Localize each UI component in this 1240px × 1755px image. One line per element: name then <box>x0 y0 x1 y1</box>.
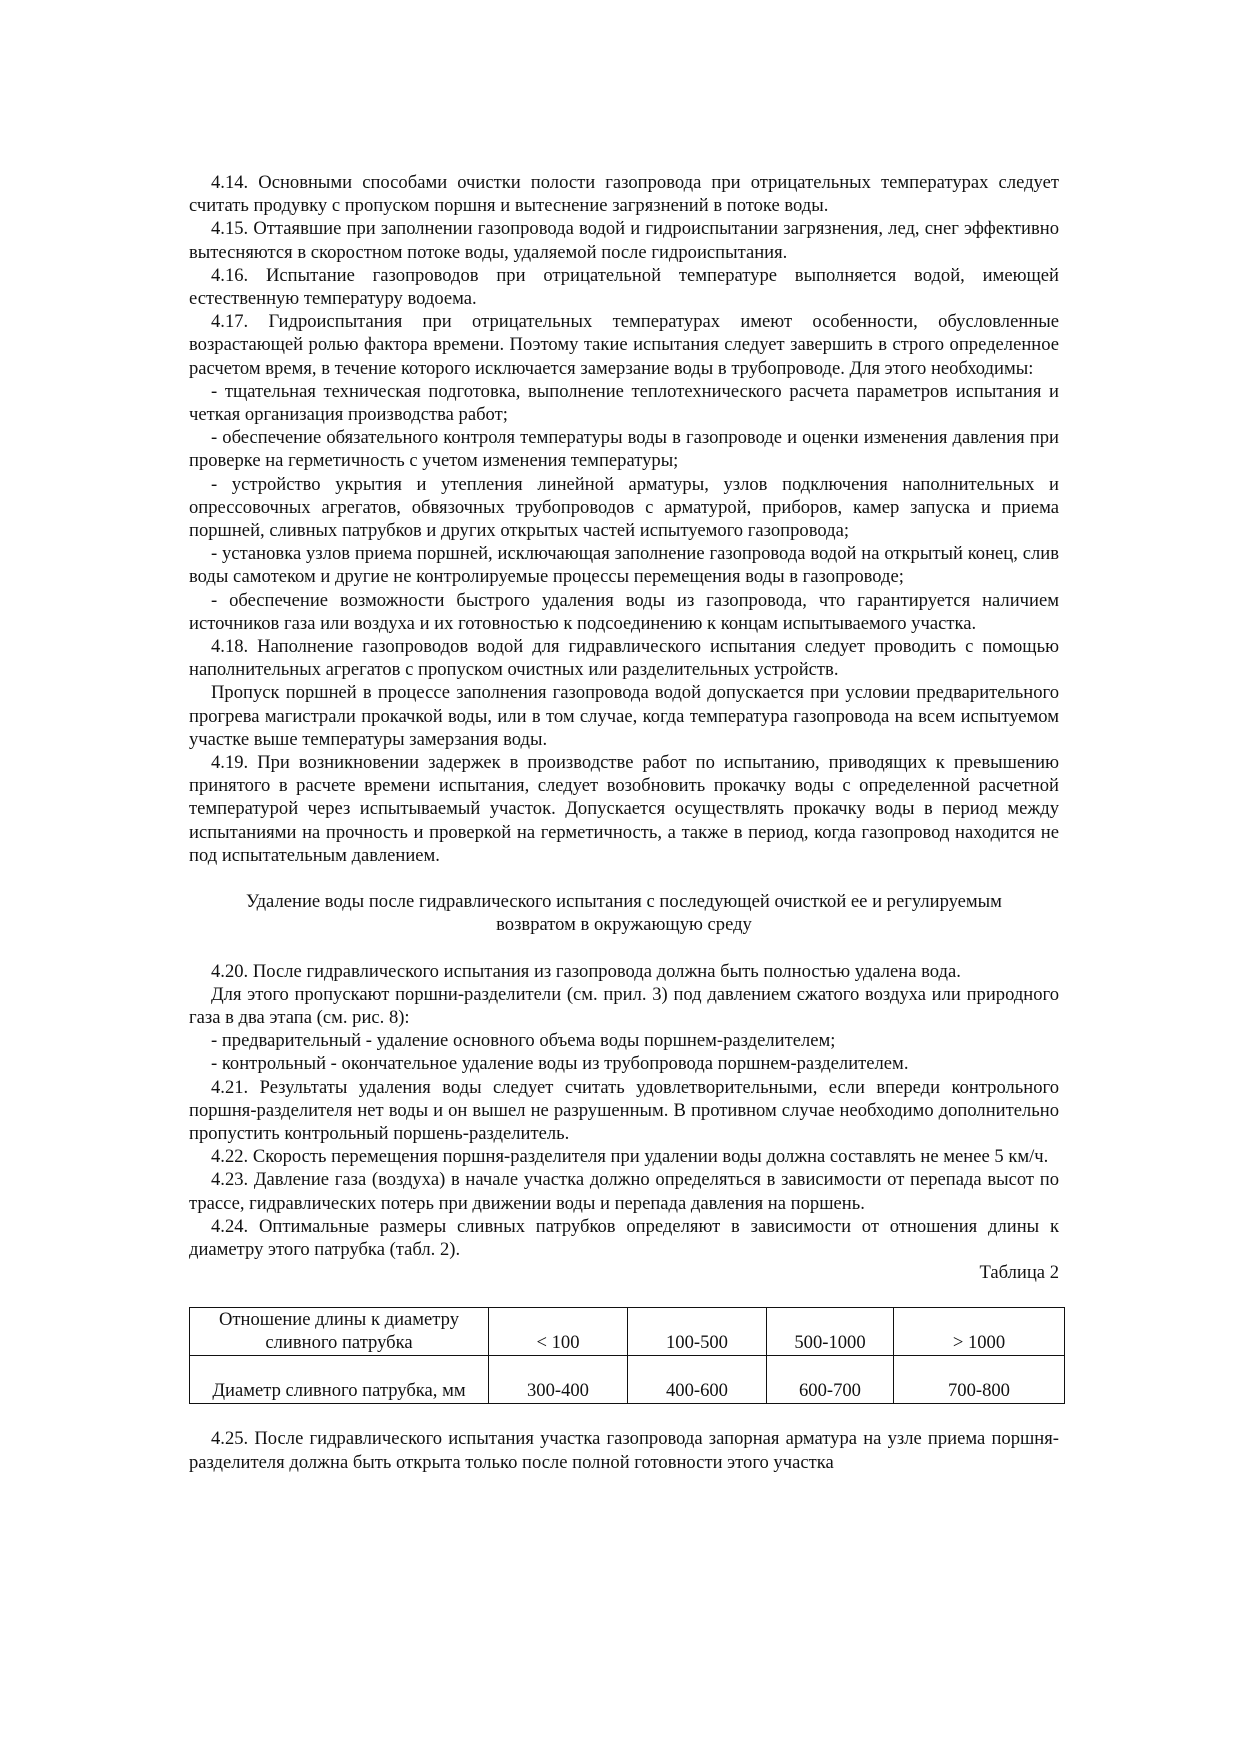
data-table <box>189 1307 1065 1404</box>
list-item: - предварительный - удаление основного объема воды поршнем-разделителем; <box>211 1030 836 1052</box>
paragraph: 4.14. Основными способами очистки полости газопровода при отрицательных температурах следует считать продувку с пропуском поршня и вытеснение загрязнений в потоке воды. <box>189 172 1059 217</box>
paragraph: 4.17. Гидроиспытания при отрицательных температурах имеют особенности, обусловленные возрастающей ролью фактора времени. Поэтому такие испытания следует завершить в строго определенное расчетом время, в течение которого исключается замерзание воды в трубопроводе. Для этого необходимы: <box>189 311 1059 379</box>
paragraph: Пропуск поршней в процессе заполнения газопровода водой допускается при условии предварительного прогрева магистрали прокачкой воды, или в том случае, когда температура газопровода на всем испытуемом участке выше температуры замерзания воды. <box>189 682 1059 750</box>
list-item: - обеспечение обязательного контроля температуры воды в газопроводе и оценки изменения давления при проверке на герметичность с учетом изменения температуры; <box>189 427 1059 472</box>
paragraph: 4.25. После гидравлического испытания участка газопровода запорная арматура на узле приема поршня-разделителя должна быть открыта только после полной готовности этого участка <box>189 1428 1059 1473</box>
table-cell: 600-700 <box>767 1356 894 1404</box>
table-cell: Отношение длины к диаметру сливного патрубка <box>190 1308 489 1356</box>
table-cell: Диаметр сливного патрубка, мм <box>190 1356 489 1404</box>
table-cell: 500-1000 <box>767 1308 894 1356</box>
table-cell: 100-500 <box>628 1308 767 1356</box>
table-row <box>190 1356 1065 1404</box>
list-item: - контрольный - окончательное удаление воды из трубопровода поршнем-разделителем. <box>211 1053 909 1075</box>
paragraph: 4.19. При возникновении задержек в производстве работ по испытанию, приводящих к превышению принятого в расчете времени испытания, следует возобновить прокачку воды с определенной расчетной температурой через испытываемый участок. Допускается осуществлять прокачку воды в период между испытаниями на прочность и проверкой на герметичность, а также в период, когда газопровод находится не под испытательным давлением. <box>189 752 1059 866</box>
section-heading: Удаление воды после гидравлического испытания с последующей очисткой ее и регулируемым возвратом в окружающую среду <box>246 891 1002 936</box>
table-cell: < 100 <box>489 1308 628 1356</box>
paragraph: Для этого пропускают поршни-разделители (см. прил. 3) под давлением сжатого воздуха или природного газа в два этапа (см. рис. 8): <box>189 983 1059 1028</box>
paragraph: 4.21. Результаты удаления воды следует считать удовлетворительными, если впереди контрольного поршня-разделителя нет воды и он вышел не разрушенным. В противном случае необходимо дополнительно пропустить контрольный поршень-разделитель. <box>189 1076 1059 1144</box>
document-page <box>189 171 1059 1474</box>
paragraph: 4.20. После гидравлического испытания из газопровода должна быть полностью удалена вода. <box>211 960 961 982</box>
list-item: - установка узлов приема поршней, исключающая заполнение газопровода водой на открытый конец, слив воды самотеком и другие не контролируемые процессы перемещения воды в газопроводе; <box>189 543 1059 588</box>
paragraph: 4.24. Оптимальные размеры сливных патрубков определяют в зависимости от отношения длины к диаметру этого патрубка (табл. 2). <box>189 1215 1059 1260</box>
paragraph: 4.16. Испытание газопроводов при отрицательной температуре выполняется водой, имеющей естественную температуру водоема. <box>189 264 1059 310</box>
list-item: - тщательная техническая подготовка, выполнение теплотехнического расчета параметров испытания и четкая организация производства работ; <box>189 380 1059 426</box>
table-row <box>190 1308 1065 1356</box>
paragraph: 4.22. Скорость перемещения поршня-разделителя при удалении воды должна составлять не менее 5 км/ч. <box>211 1146 1049 1168</box>
paragraph: 4.18. Наполнение газопроводов водой для гидравлического испытания следует проводить с помощью наполнительных агрегатов с пропуском очистных или разделительных устройств. <box>189 636 1059 681</box>
table-cell: 700-800 <box>894 1356 1065 1404</box>
table-cell: 400-600 <box>628 1356 767 1404</box>
paragraph: 4.15. Оттаявшие при заполнении газопровода водой и гидроиспытании загрязнения, лед, снег эффективно вытесняются в скоростном потоке воды, удаляемой после гидроиспытания. <box>189 218 1059 263</box>
table-cell: > 1000 <box>894 1308 1065 1356</box>
paragraphs-before <box>189 171 1059 867</box>
list-item: - обеспечение возможности быстрого удаления воды из газопровода, что гарантируется наличием источников газа или воздуха и их готовностью к подсоединению к концам испытываемого участка. <box>189 589 1059 634</box>
paragraphs-after <box>189 960 1059 1262</box>
list-item: - устройство укрытия и утепления линейной арматуры, узлов подключения наполнительных и опрессовочных агрегатов, обвязочных трубопроводов с арматурой, приборов, камер запуска и приема поршней, сливных патрубков и других открытых частей испытуемого газопровода; <box>189 473 1059 542</box>
table-caption: Таблица 2 <box>979 1262 1059 1284</box>
table-cell: 300-400 <box>489 1356 628 1404</box>
paragraph: 4.23. Давление газа (воздуха) в начале участка должно определяться в зависимости от перепада высот по трассе, гидравлических потерь при движении воды и перепада давления на поршень. <box>189 1169 1059 1214</box>
